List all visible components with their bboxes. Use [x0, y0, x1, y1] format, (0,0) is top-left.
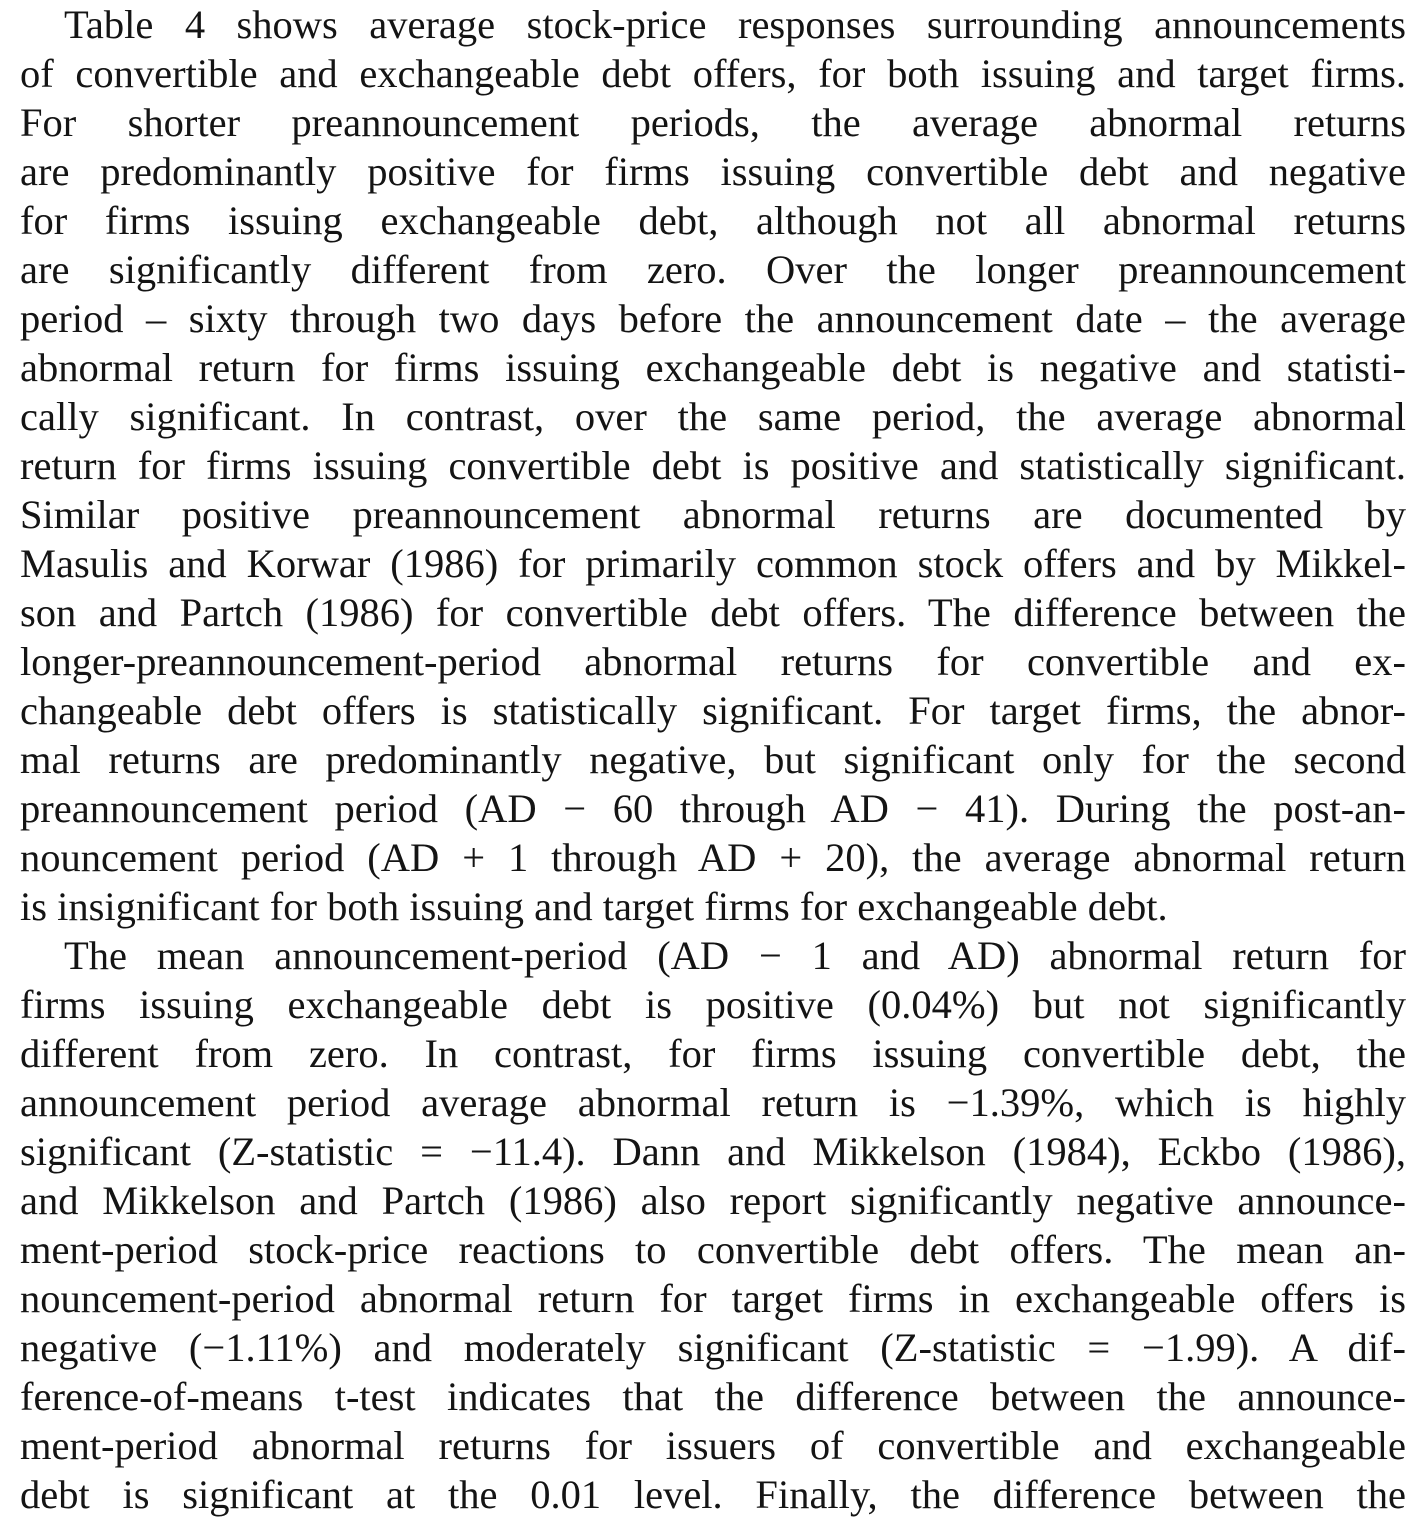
- text-line: period – sixty through two days before the announcement date – the average: [20, 296, 1406, 341]
- text-line: son and Partch (1986) for convertible debt offers. The difference between the: [20, 590, 1406, 635]
- text-line: significant (Z-statistic = −11.4). Dann and Mikkelson (1984), Eckbo (1986),: [20, 1129, 1406, 1174]
- text-line: The mean announcement-period (AD − 1 and AD) abnormal return for: [64, 933, 1406, 978]
- text-line: return for firms issuing convertible debt is positive and statistically significant.: [20, 443, 1406, 488]
- text-line: For shorter preannouncement periods, the average abnormal returns: [20, 100, 1406, 145]
- text-line: ference-of-means t-test indicates that the difference between the announce-: [20, 1374, 1406, 1419]
- text-line: for firms issuing exchangeable debt, although not all abnormal returns: [20, 198, 1406, 243]
- text-line: negative (−1.11%) and moderately significant (Z-statistic = −1.99). A dif-: [20, 1325, 1406, 1370]
- text-line: of convertible and exchangeable debt offers, for both issuing and target firms.: [20, 51, 1406, 96]
- text-line: cally significant. In contrast, over the same period, the average abnormal: [20, 394, 1406, 439]
- text-line: nouncement period (AD + 1 through AD + 20), the average abnormal return: [20, 835, 1406, 880]
- text-line: preannouncement period (AD − 60 through AD − 41). During the post-an-: [20, 786, 1406, 831]
- text-line: ment-period stock-price reactions to convertible debt offers. The mean an-: [20, 1227, 1406, 1272]
- text-line: ment-period abnormal returns for issuers of convertible and exchangeable: [20, 1423, 1406, 1468]
- text-line: is insignificant for both issuing and target firms for exchangeable debt.: [20, 884, 1168, 929]
- text-line: Table 4 shows average stock-price responses surrounding announcements: [64, 2, 1406, 47]
- text-line: are predominantly positive for firms issuing convertible debt and negative: [20, 149, 1406, 194]
- text-line: mal returns are predominantly negative, but significant only for the second: [20, 737, 1406, 782]
- text-line: nouncement-period abnormal return for target firms in exchangeable offers is: [20, 1276, 1406, 1321]
- text-line: different from zero. In contrast, for firms issuing convertible debt, the: [20, 1031, 1406, 1076]
- text-line: are significantly different from zero. Over the longer preannouncement: [20, 247, 1406, 292]
- text-line: changeable debt offers is statistically significant. For target firms, the abnor-: [20, 688, 1406, 733]
- text-line: debt is significant at the 0.01 level. Finally, the difference between the: [20, 1472, 1406, 1517]
- text-line: Masulis and Korwar (1986) for primarily common stock offers and by Mikkel-: [20, 541, 1406, 586]
- text-line: longer-preannouncement-period abnormal returns for convertible and ex-: [20, 639, 1406, 684]
- text-line: firms issuing exchangeable debt is positive (0.04%) but not significantly: [20, 982, 1406, 1027]
- text-line: announcement period average abnormal return is −1.39%, which is highly: [20, 1080, 1406, 1125]
- text-line: and Mikkelson and Partch (1986) also report significantly negative announce-: [20, 1178, 1406, 1223]
- text-line: abnormal return for firms issuing exchangeable debt is negative and statisti-: [20, 345, 1406, 390]
- text-line: Similar positive preannouncement abnormal returns are documented by: [20, 492, 1406, 537]
